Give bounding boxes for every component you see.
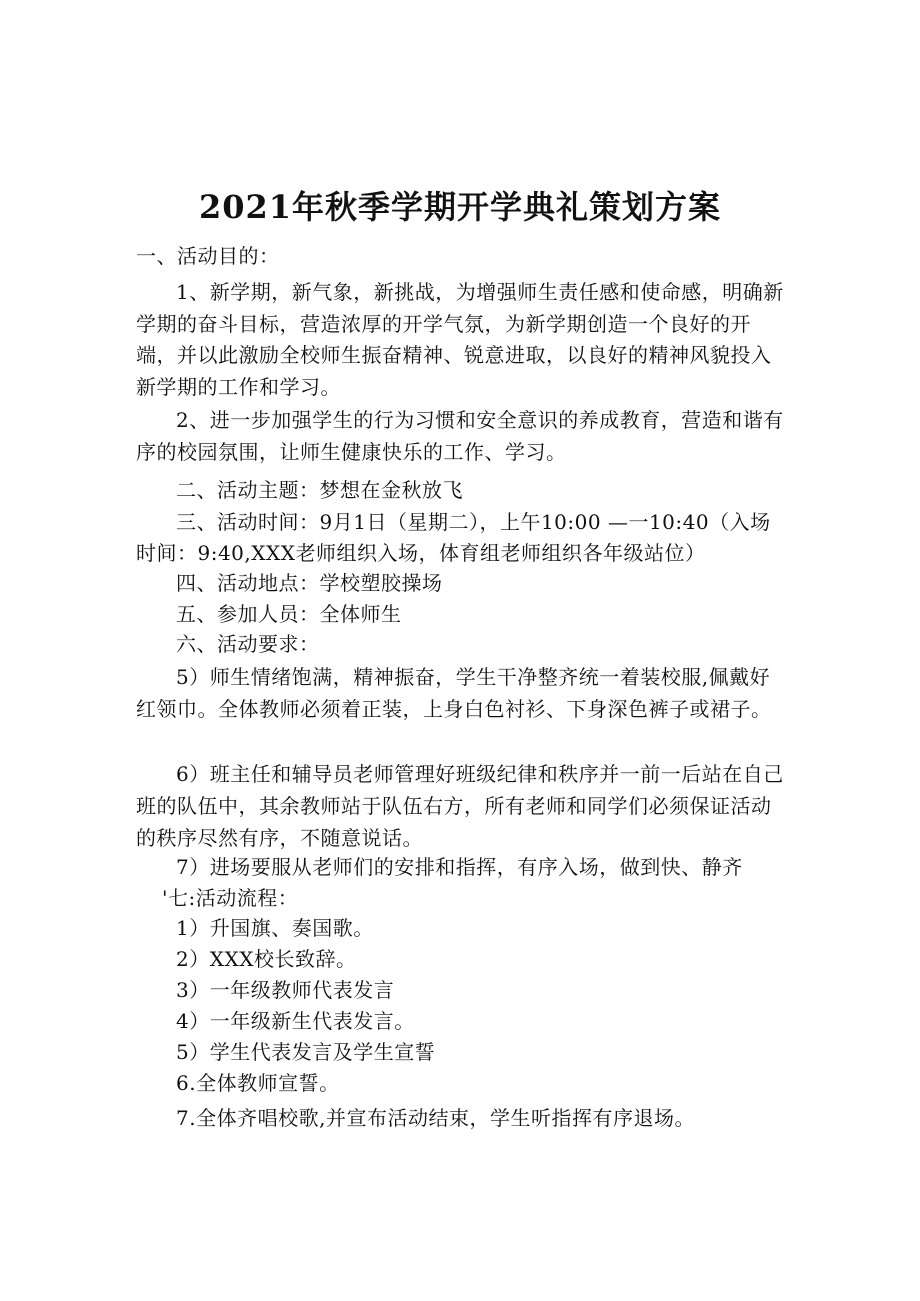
flow-item-6: 6.全体教师宣誓。 bbox=[176, 1071, 340, 1095]
document-title: 2021年秋季学期开学典礼策划方案 bbox=[198, 188, 722, 227]
activity-location: 四、活动地点：学校塑胶操场 bbox=[176, 571, 443, 595]
requirement-6: 6）班主任和辅导员老师管理好班级纪律和秩序并一前一后站在自己班的队伍中，其余教师站于队伍右方，所有老师和同学们必须保证活动的秩序尽然有序，不随意说话。 bbox=[136, 762, 784, 850]
section-heading-flow: '七:活动流程： bbox=[162, 886, 299, 910]
activity-participants: 五、参加人员：全体师生 bbox=[176, 602, 402, 626]
activity-time: 三、活动时间：9月1日（星期二），上午10:00 —一10:40（入场时间：9:40,XXX老师组织入场，体育组老师组织各年级站位） bbox=[136, 510, 771, 565]
flow-item-5: 5）学生代表发言及学生宣誓 bbox=[176, 1040, 436, 1064]
flow-item-3: 3）一年级教师代表发言 bbox=[176, 978, 395, 1002]
section-heading-requirements: 六、活动要求： bbox=[176, 632, 320, 656]
section-heading-purpose: 一、活动目的： bbox=[136, 244, 280, 268]
flow-item-2: 2）XXX校长致辞。 bbox=[176, 947, 357, 971]
flow-item-4: 4）一年级新生代表发言。 bbox=[176, 1009, 415, 1033]
requirement-7: 7）进场要服从老师们的安排和指挥，有序入场，做到快、静齐 bbox=[176, 855, 743, 879]
requirement-5: 5）师生情绪饱满，精神振奋，学生干净整齐统一着装校服,佩戴好红领巾。全体教师必须着正装，上身白色衬衫、下身深色裤子或裙子。 bbox=[136, 665, 772, 721]
purpose-paragraph-1: 1、新学期，新气象，新挑战，为增强师生责任感和使命感，明确新学期的奋斗目标，营造浓厚的开学气氛，为新学期创造一个良好的开端，并以此激励全校师生振奋精神、锐意进取，以良好的精神风貌投入新学期的工作和学习。 bbox=[136, 280, 784, 399]
activity-theme: 二、活动主题：梦想在金秋放飞 bbox=[176, 478, 463, 502]
purpose-paragraph-2: 2、进一步加强学生的行为习惯和安全意识的养成教育，营造和谐有序的校园氛围，让师生健康快乐的工作、学习。 bbox=[136, 408, 784, 464]
flow-item-7: 7.全体齐唱校歌,并宣布活动结束，学生听指挥有序退场。 bbox=[176, 1106, 695, 1130]
flow-item-1: 1）升国旗、奏国歌。 bbox=[176, 916, 374, 940]
